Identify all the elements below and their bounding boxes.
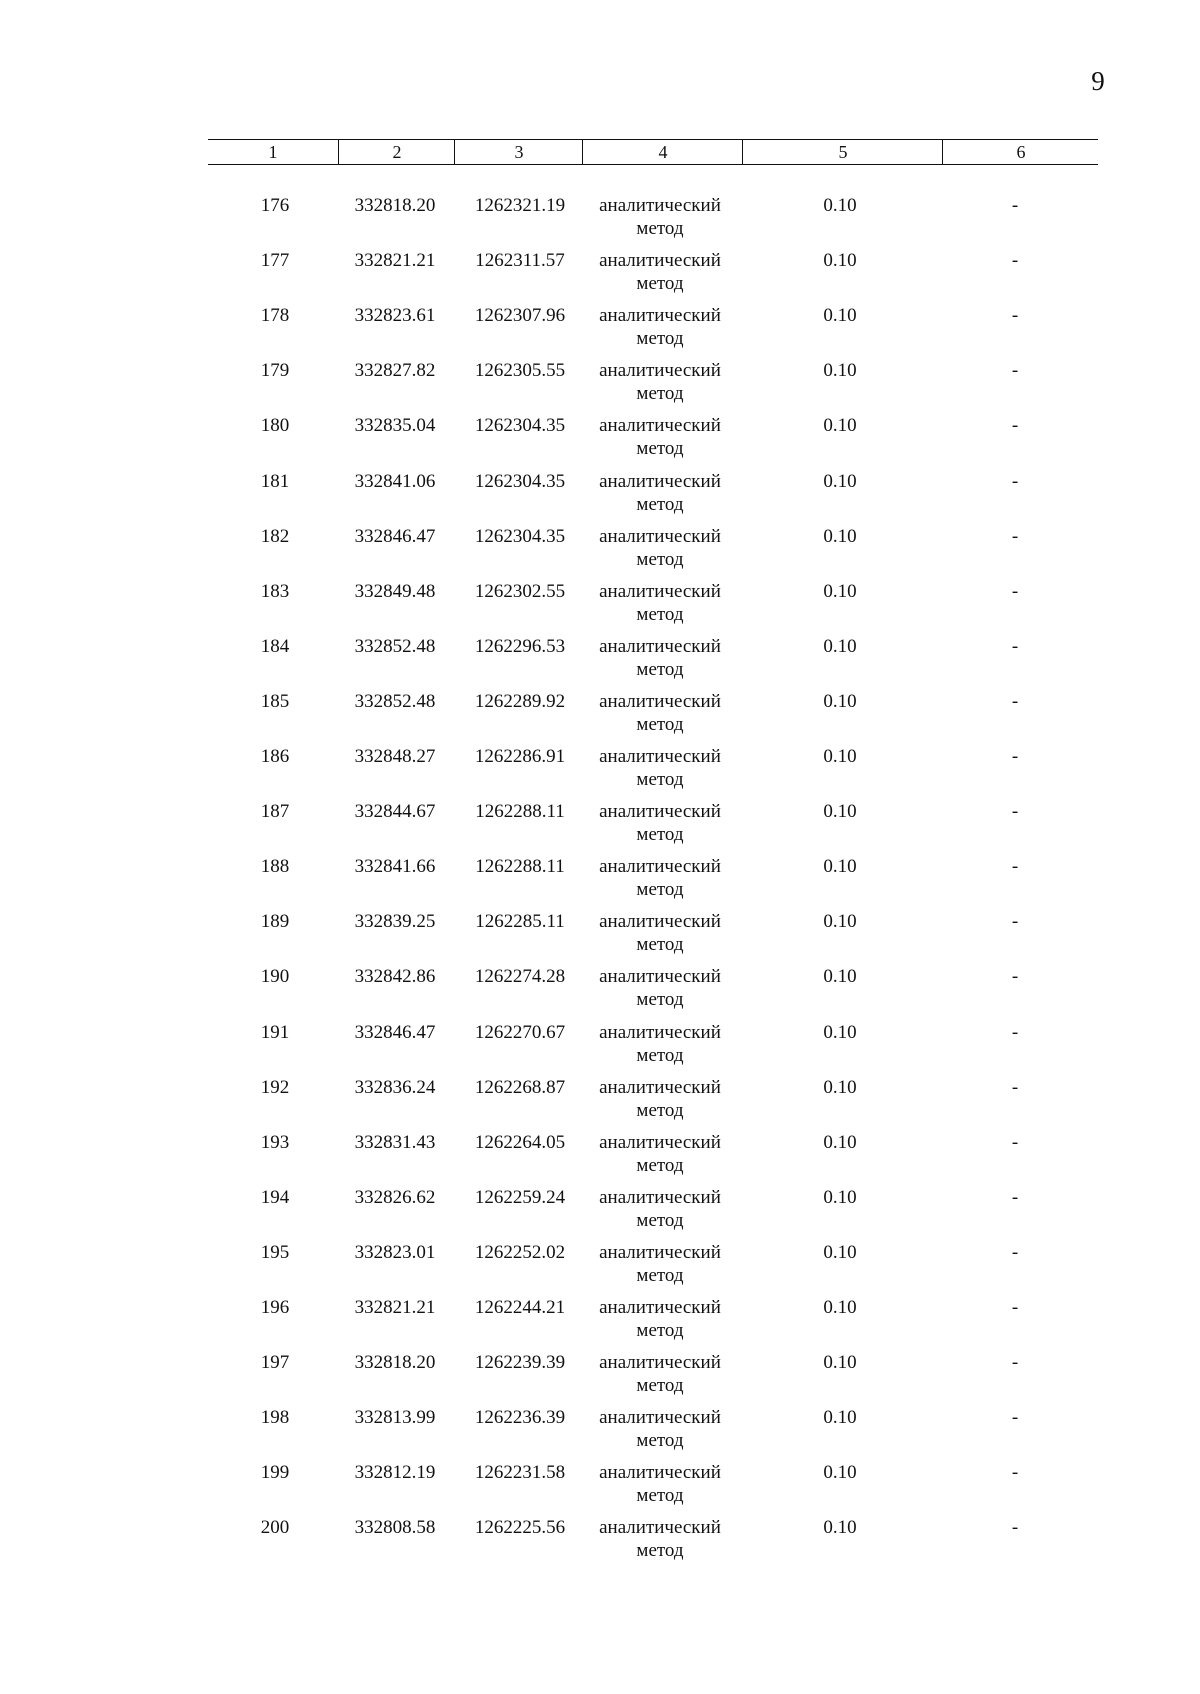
point-number: 184: [260, 635, 290, 657]
coordinate-x: 332841.06: [354, 470, 436, 492]
coordinate-x: 332839.25: [354, 911, 436, 933]
coordinate-x: 332852.48: [354, 690, 436, 712]
note: -: [1011, 856, 1019, 878]
method: [580, 1406, 740, 1452]
method-line-1: аналитический: [599, 1297, 721, 1318]
column-header-4: 4: [582, 140, 743, 164]
point-number: 186: [260, 746, 290, 767]
accuracy: 0.10: [823, 1352, 857, 1374]
point-number: 183: [260, 580, 290, 602]
coordinate-x: 332813.99: [354, 1407, 436, 1429]
method-line-1: аналитический: [599, 856, 721, 878]
point-number: 185: [260, 690, 290, 712]
method: [580, 1296, 740, 1342]
method-line-2: метод: [636, 603, 684, 625]
method-line-1: аналитический: [599, 470, 721, 492]
table-row: [0, 249, 1200, 299]
method-line-1: аналитический: [599, 1131, 721, 1153]
method-line-1: аналитический: [599, 1186, 721, 1208]
method-line-1: аналитический: [599, 690, 721, 712]
method: [580, 359, 740, 405]
method-line-2: метод: [636, 769, 684, 790]
note: -: [1011, 801, 1019, 823]
method-line-1: аналитический: [599, 360, 721, 382]
method: [580, 525, 740, 571]
coordinate-x: 332823.61: [354, 305, 436, 327]
note: -: [1011, 525, 1019, 547]
method: [580, 800, 740, 846]
table-row: [0, 910, 1200, 960]
coordinate-x: 332831.43: [354, 1131, 436, 1153]
note: -: [1011, 635, 1019, 657]
method-line-1: аналитический: [599, 635, 721, 657]
point-number: 200: [260, 1517, 290, 1539]
table-row: [0, 580, 1200, 630]
coordinate-x: 332808.58: [354, 1517, 436, 1539]
coordinate-y: 1262305.55: [474, 360, 566, 382]
table-row: [0, 1076, 1200, 1126]
coordinate-x: 332848.27: [354, 746, 436, 767]
accuracy: 0.10: [823, 360, 857, 382]
accuracy: 0.10: [823, 1517, 857, 1539]
point-number: 192: [260, 1076, 290, 1098]
table-row: [0, 1516, 1200, 1566]
table-row: [0, 1131, 1200, 1181]
coordinate-x: 332852.48: [354, 635, 436, 657]
method-line-2: метод: [636, 1485, 684, 1507]
method-line-2: метод: [636, 1320, 684, 1341]
accuracy: 0.10: [823, 1076, 857, 1098]
coordinate-x: 332812.19: [354, 1462, 436, 1484]
accuracy: 0.10: [823, 1131, 857, 1153]
coordinate-y: 1262236.39: [474, 1407, 566, 1429]
method: [580, 414, 740, 460]
method-line-1: аналитический: [599, 580, 721, 602]
note: -: [1011, 1352, 1019, 1374]
coordinate-y: 1262288.11: [475, 801, 565, 823]
column-header-1: 1: [268, 142, 278, 162]
method-line-2: метод: [636, 1044, 684, 1066]
point-number: 187: [260, 801, 290, 823]
coordinate-y: 1262304.35: [474, 470, 566, 492]
method-line-1: аналитический: [599, 1021, 721, 1043]
point-number: 197: [260, 1352, 290, 1374]
table-header: [208, 139, 1098, 165]
coordinate-y: 1262259.24: [474, 1186, 566, 1208]
method-line-2: метод: [636, 1430, 684, 1452]
method-line-2: метод: [636, 438, 684, 460]
coordinate-y: 1262252.02: [474, 1241, 566, 1263]
note: -: [1011, 746, 1019, 767]
method-line-1: аналитический: [599, 911, 721, 933]
method: [580, 249, 740, 295]
method: [580, 1021, 740, 1067]
note: -: [1011, 1407, 1019, 1429]
method-line-2: метод: [636, 934, 684, 956]
accuracy: 0.10: [823, 1186, 857, 1208]
method-line-2: метод: [636, 493, 684, 515]
table-row: [0, 1021, 1200, 1071]
coordinate-x: 332844.67: [354, 801, 436, 823]
method-line-2: метод: [636, 218, 684, 239]
note: -: [1011, 1076, 1019, 1098]
note: -: [1011, 580, 1019, 602]
accuracy: 0.10: [823, 635, 857, 657]
note: -: [1011, 1186, 1019, 1208]
point-number: 182: [260, 525, 290, 547]
accuracy: 0.10: [823, 250, 857, 272]
coordinate-x: 332821.21: [354, 250, 436, 272]
method: [580, 690, 740, 736]
accuracy: 0.10: [823, 966, 857, 988]
method-line-2: метод: [636, 548, 684, 570]
method-line-2: метод: [636, 273, 684, 295]
method: [580, 1131, 740, 1177]
coordinate-x: 332835.04: [354, 415, 436, 437]
coordinate-x: 332818.20: [354, 195, 436, 216]
coordinate-y: 1262239.39: [474, 1352, 566, 1374]
coordinate-y: 1262311.57: [475, 250, 565, 272]
method-line-1: аналитический: [599, 966, 721, 988]
point-number: 199: [260, 1462, 290, 1484]
method-line-2: метод: [636, 1540, 684, 1562]
note: -: [1011, 415, 1019, 437]
method-line-1: аналитический: [599, 1407, 721, 1429]
note: -: [1011, 911, 1019, 933]
method: [580, 1351, 740, 1397]
note: -: [1011, 1462, 1019, 1484]
method: [580, 470, 740, 516]
method: [580, 580, 740, 626]
coordinate-y: 1262304.35: [474, 415, 566, 437]
method-line-1: аналитический: [599, 801, 721, 823]
note: -: [1011, 1021, 1019, 1043]
method-line-2: метод: [636, 713, 684, 735]
coordinate-x: 332823.01: [354, 1241, 436, 1263]
table-row: [0, 1406, 1200, 1456]
table-row: [0, 194, 1200, 244]
method: [580, 1076, 740, 1122]
coordinate-y: 1262296.53: [474, 635, 566, 657]
method: [580, 965, 740, 1011]
accuracy: 0.10: [823, 195, 857, 216]
point-number: 177: [260, 250, 290, 272]
accuracy: 0.10: [823, 911, 857, 933]
table-row: [0, 414, 1200, 464]
method-line-2: метод: [636, 1264, 684, 1286]
coordinate-x: 332846.47: [354, 1021, 436, 1043]
table-row: [0, 965, 1200, 1015]
coordinate-y: 1262244.21: [474, 1297, 566, 1318]
note: -: [1011, 966, 1019, 988]
table-row: [0, 1351, 1200, 1401]
coordinate-x: 332821.21: [354, 1297, 436, 1318]
method: [580, 1186, 740, 1232]
method-line-2: метод: [636, 989, 684, 1011]
method: [580, 1461, 740, 1507]
accuracy: 0.10: [823, 415, 857, 437]
accuracy: 0.10: [823, 856, 857, 878]
coordinate-y: 1262285.11: [475, 911, 565, 933]
method: [580, 304, 740, 350]
table-row: [0, 855, 1200, 905]
method-line-1: аналитический: [599, 746, 721, 767]
accuracy: 0.10: [823, 580, 857, 602]
point-number: 190: [260, 966, 290, 988]
method-line-2: метод: [636, 1375, 684, 1397]
table-row: [0, 470, 1200, 520]
coordinate-y: 1262321.19: [474, 195, 566, 216]
coordinate-y: 1262225.56: [474, 1517, 566, 1539]
method: [580, 1241, 740, 1287]
accuracy: 0.10: [823, 690, 857, 712]
table-row: [0, 1461, 1200, 1511]
method-line-1: аналитический: [599, 250, 721, 272]
point-number: 196: [260, 1297, 290, 1318]
coordinate-y: 1262231.58: [474, 1462, 566, 1484]
method: [580, 745, 740, 791]
column-header-6: 6: [942, 140, 1099, 164]
point-number: 195: [260, 1241, 290, 1263]
accuracy: 0.10: [823, 801, 857, 823]
method-line-2: метод: [636, 1209, 684, 1231]
coordinate-x: 332827.82: [354, 360, 436, 382]
method-line-1: аналитический: [599, 415, 721, 437]
table-row: [0, 1241, 1200, 1291]
accuracy: 0.10: [823, 1241, 857, 1263]
coordinate-y: 1262307.96: [474, 305, 566, 327]
point-number: 188: [260, 856, 290, 878]
method-line-2: метод: [636, 328, 684, 350]
coordinate-x: 332818.20: [354, 1352, 436, 1374]
method-line-2: метод: [636, 824, 684, 846]
method-line-1: аналитический: [599, 1241, 721, 1263]
method: [580, 910, 740, 956]
method-line-2: метод: [636, 383, 684, 405]
table-row: [0, 1186, 1200, 1236]
table-row: [0, 800, 1200, 850]
point-number: 189: [260, 911, 290, 933]
point-number: 198: [260, 1407, 290, 1429]
point-number: 179: [260, 360, 290, 382]
column-header-3: 3: [454, 140, 583, 164]
note: -: [1011, 690, 1019, 712]
note: -: [1011, 195, 1019, 216]
point-number: 191: [260, 1021, 290, 1043]
accuracy: 0.10: [823, 746, 857, 767]
table-row: [0, 690, 1200, 740]
method-line-2: метод: [636, 1154, 684, 1176]
method: [580, 1516, 740, 1562]
method: [580, 635, 740, 681]
coordinate-x: 332836.24: [354, 1076, 436, 1098]
table-row: [0, 745, 1200, 795]
method-line-1: аналитический: [599, 1517, 721, 1539]
coordinate-y: 1262286.91: [474, 746, 566, 767]
point-number: 181: [260, 470, 290, 492]
point-number: 193: [260, 1131, 290, 1153]
coordinate-y: 1262302.55: [474, 580, 566, 602]
coordinate-y: 1262304.35: [474, 525, 566, 547]
page-number: 9: [1091, 66, 1105, 96]
coordinate-y: 1262289.92: [474, 690, 566, 712]
column-header-2: 2: [338, 140, 455, 164]
note: -: [1011, 360, 1019, 382]
point-number: 180: [260, 415, 290, 437]
method-line-2: метод: [636, 879, 684, 901]
accuracy: 0.10: [823, 470, 857, 492]
method-line-1: аналитический: [599, 1352, 721, 1374]
method: [580, 855, 740, 901]
table-row: [0, 1296, 1200, 1346]
note: -: [1011, 1297, 1019, 1318]
table-row: [0, 635, 1200, 685]
accuracy: 0.10: [823, 305, 857, 327]
note: -: [1011, 305, 1019, 327]
coordinate-x: 332826.62: [354, 1186, 436, 1208]
method-line-1: аналитический: [599, 1462, 721, 1484]
coordinate-y: 1262268.87: [474, 1076, 566, 1098]
accuracy: 0.10: [823, 1021, 857, 1043]
accuracy: 0.10: [823, 1297, 857, 1318]
method-line-1: аналитический: [599, 525, 721, 547]
point-number: 178: [260, 305, 290, 327]
coordinate-y: 1262264.05: [474, 1131, 566, 1153]
coordinate-y: 1262288.11: [475, 856, 565, 878]
table-row: [0, 304, 1200, 354]
note: -: [1011, 1517, 1019, 1539]
method-line-1: аналитический: [599, 305, 721, 327]
method-line-1: аналитический: [599, 1076, 721, 1098]
point-number: 194: [260, 1186, 290, 1208]
note: -: [1011, 470, 1019, 492]
table-row: [0, 525, 1200, 575]
note: -: [1011, 250, 1019, 272]
coordinate-x: 332846.47: [354, 525, 436, 547]
table-row: [0, 359, 1200, 409]
column-header-5: 5: [742, 140, 943, 164]
method-line-2: метод: [636, 658, 684, 680]
coordinate-y: 1262274.28: [474, 966, 566, 988]
point-number: 176: [260, 195, 290, 216]
accuracy: 0.10: [823, 1462, 857, 1484]
coordinate-x: 332841.66: [354, 856, 436, 878]
method-line-2: метод: [636, 1099, 684, 1121]
method: [580, 194, 740, 240]
accuracy: 0.10: [823, 525, 857, 547]
coordinate-y: 1262270.67: [474, 1021, 566, 1043]
coordinate-x: 332842.86: [354, 966, 436, 988]
note: -: [1011, 1241, 1019, 1263]
accuracy: 0.10: [823, 1407, 857, 1429]
note: -: [1011, 1131, 1019, 1153]
coordinate-x: 332849.48: [354, 580, 436, 602]
method-line-1: аналитический: [599, 195, 721, 216]
